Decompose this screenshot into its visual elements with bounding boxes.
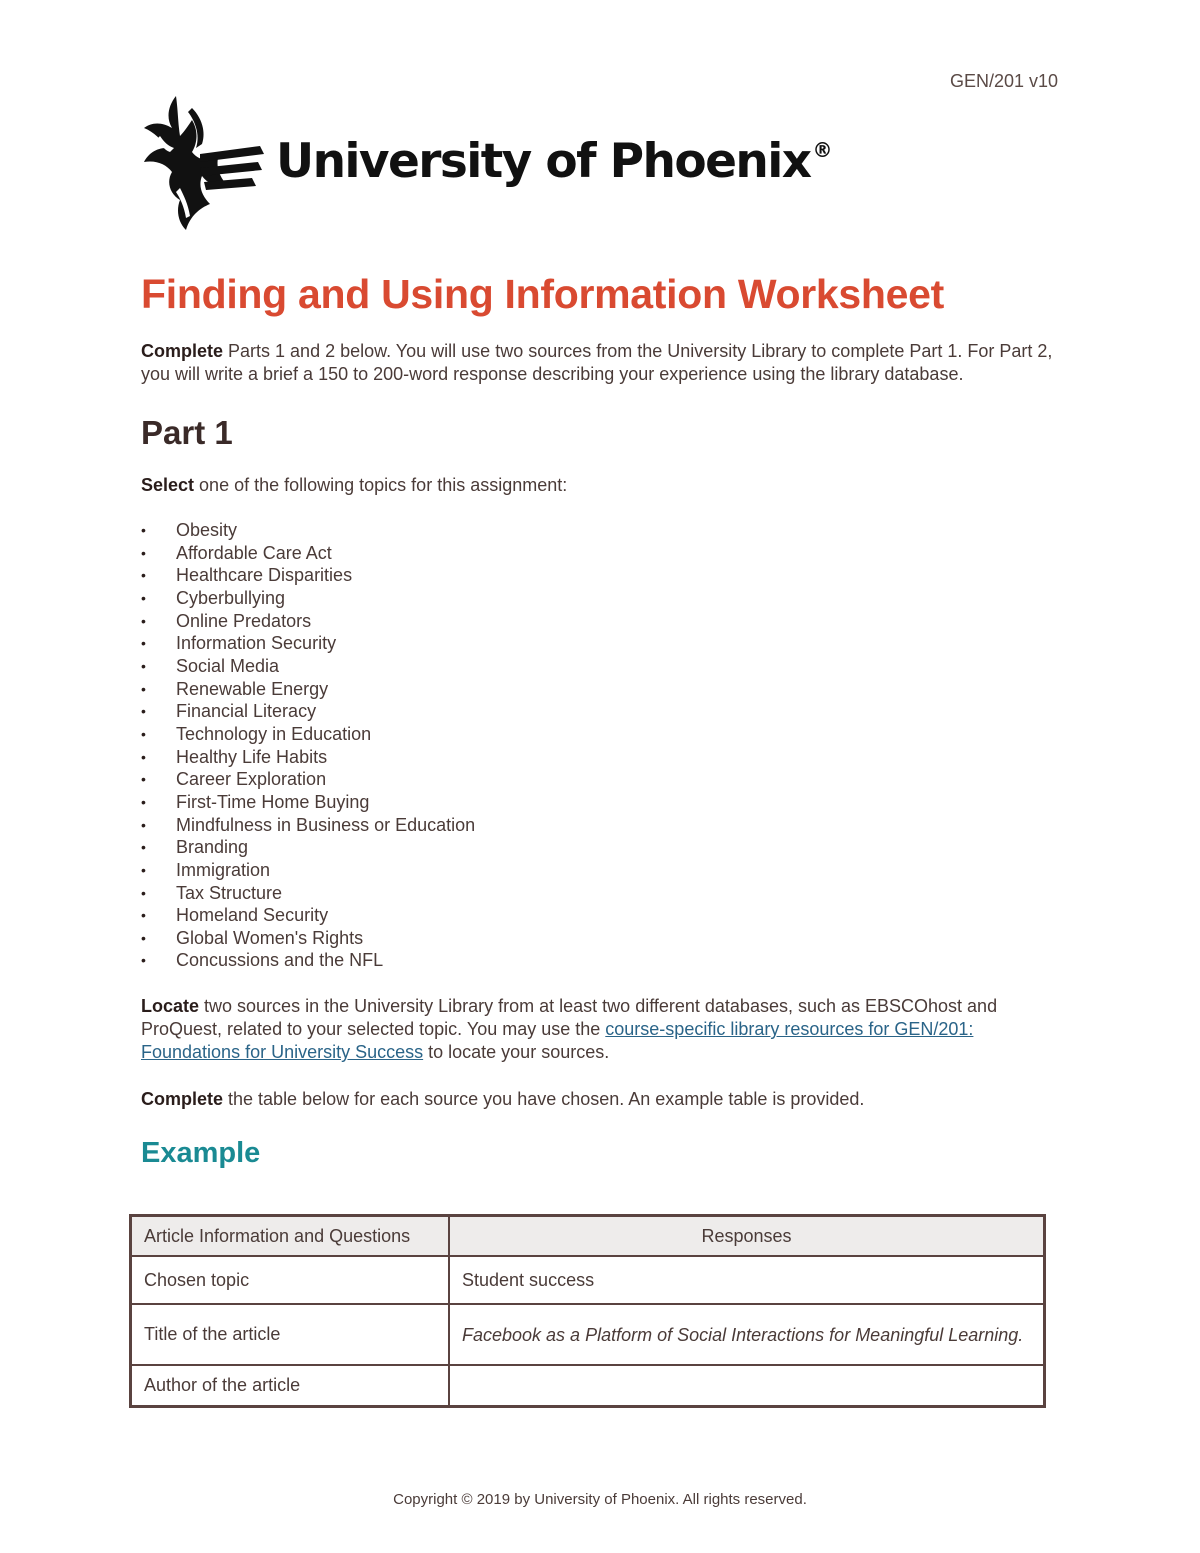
- topic-label: Healthy Life Habits: [176, 746, 328, 767]
- bullet-icon: •: [141, 884, 146, 901]
- topic-item: [141, 836, 1056, 859]
- topic-item: [141, 723, 1056, 746]
- topic-label: Concussions and the NFL: [176, 950, 384, 971]
- topic-label: Immigration: [176, 859, 271, 880]
- phoenix-bird-icon: [140, 92, 270, 234]
- intro-bold: Complete: [141, 341, 224, 361]
- topic-item: [141, 587, 1056, 610]
- logo-wordmark: [276, 134, 832, 189]
- topic-label: Tax Structure: [176, 882, 283, 903]
- bullet-icon: •: [141, 635, 146, 652]
- table-cell-response: [449, 1365, 1045, 1407]
- intro-paragraph: [141, 340, 1056, 386]
- table-row: [131, 1256, 1045, 1304]
- table-cell-question: Chosen topic: [131, 1256, 450, 1304]
- bullet-icon: •: [141, 748, 146, 765]
- bullet-icon: •: [141, 929, 146, 946]
- topic-label: Affordable Care Act: [176, 542, 332, 563]
- logo-wordmark-text: University of Phoenix: [276, 134, 811, 189]
- document-code: GEN/201 v10: [949, 71, 1058, 91]
- topic-label: Career Exploration: [176, 769, 327, 790]
- topic-label: First-Time Home Buying: [176, 791, 370, 812]
- main-content: [141, 268, 1056, 1172]
- part1-heading: Part 1: [141, 414, 233, 451]
- library-resources-link[interactable]: course-specific library resources for GEN/201: Foundations for University Success: [141, 1019, 974, 1063]
- topic-list: [141, 519, 1056, 972]
- topic-label: Obesity: [176, 520, 238, 540]
- topic-item: [141, 610, 1056, 633]
- topic-label: Healthcare Disparities: [176, 565, 353, 586]
- bullet-icon: •: [141, 725, 146, 742]
- topic-label: Information Security: [176, 633, 337, 654]
- table-header-responses: Responses: [449, 1216, 1045, 1257]
- bullet-icon: •: [141, 861, 146, 878]
- bullet-icon: •: [141, 567, 146, 584]
- bullet-icon: •: [141, 771, 146, 788]
- topic-label: Global Women's Rights: [176, 927, 364, 948]
- page-title: Finding and Using Information Worksheet: [141, 271, 944, 317]
- bullet-icon: •: [141, 907, 146, 924]
- locate-instruction: [141, 995, 1056, 1064]
- topic-item: [141, 949, 1056, 972]
- table-header-questions: Article Information and Questions: [131, 1216, 450, 1257]
- locate-tail: to locate your sources.: [423, 1042, 610, 1063]
- topic-label: Online Predators: [176, 610, 312, 631]
- complete-bold: Complete: [141, 1089, 224, 1110]
- topic-label: Mindfulness in Business or Education: [176, 814, 476, 835]
- copyright-footer: Copyright © 2019 by University of Phoenix. All rights reserved.: [393, 1491, 807, 1508]
- topic-item: [141, 882, 1056, 905]
- bullet-icon: •: [141, 680, 146, 697]
- table-row: [131, 1365, 1045, 1407]
- bullet-icon: •: [141, 522, 146, 538]
- topic-label: Financial Literacy: [176, 701, 317, 722]
- topic-label: Cyberbullying: [176, 587, 286, 608]
- topic-item: [141, 655, 1056, 678]
- intro-text: Parts 1 and 2 below. You will use two sources from the University Library to complete Part 1. For Part 2, you will write a brief a 150 to 200-word response describing your experience using the library database.: [141, 341, 1053, 384]
- bullet-icon: •: [141, 589, 146, 606]
- bullet-icon: •: [141, 612, 146, 629]
- registered-mark: ®: [812, 138, 833, 162]
- bullet-icon: •: [141, 816, 146, 833]
- topic-item: [141, 542, 1056, 565]
- complete-table-instruction: [141, 1088, 1056, 1111]
- topic-label: Social Media: [176, 655, 280, 676]
- table-cell-question: Title of the article: [131, 1304, 450, 1365]
- table-row: [131, 1304, 1045, 1365]
- table-cell-response: Facebook as a Platform of Social Interactions for Meaningful Learning.: [449, 1304, 1045, 1365]
- topic-item: [141, 814, 1056, 837]
- topic-item: [141, 519, 1056, 542]
- university-logo: [140, 92, 833, 234]
- topic-item: [141, 768, 1056, 791]
- complete-text: the table below for each source you have chosen. An example table is provided.: [223, 1089, 865, 1110]
- topic-item: [141, 746, 1056, 769]
- bullet-icon: •: [141, 793, 146, 810]
- bullet-icon: •: [141, 839, 146, 856]
- topic-item: [141, 859, 1056, 882]
- topic-label: Renewable Energy: [176, 678, 329, 699]
- bullet-icon: •: [141, 952, 146, 969]
- locate-text: two sources in the University Library from at least two different databases, such as EBSCOhost and ProQuest, related to your selected topic. You may use the: [141, 996, 998, 1040]
- bullet-icon: •: [141, 703, 146, 720]
- select-bold: Select: [141, 475, 195, 495]
- topic-item: [141, 678, 1056, 701]
- select-instruction: [141, 474, 1056, 497]
- table-cell-response: Student success: [449, 1256, 1045, 1304]
- topic-item: [141, 700, 1056, 723]
- bullet-icon: •: [141, 657, 146, 674]
- locate-bold: Locate: [141, 996, 200, 1017]
- topic-label: Branding: [176, 837, 249, 858]
- select-text: one of the following topics for this assignment:: [194, 475, 568, 495]
- example-heading: Example: [141, 1137, 261, 1170]
- topic-item: [141, 904, 1056, 927]
- topic-label: Technology in Education: [176, 723, 372, 744]
- example-table: [129, 1214, 1046, 1408]
- topic-item: [141, 791, 1056, 814]
- bullet-icon: •: [141, 544, 146, 561]
- topic-label: Homeland Security: [176, 905, 329, 926]
- table-header-row: [131, 1216, 1045, 1257]
- topic-item: [141, 927, 1056, 950]
- table-cell-question: Author of the article: [131, 1365, 450, 1407]
- topic-item: [141, 564, 1056, 587]
- topic-item: [141, 632, 1056, 655]
